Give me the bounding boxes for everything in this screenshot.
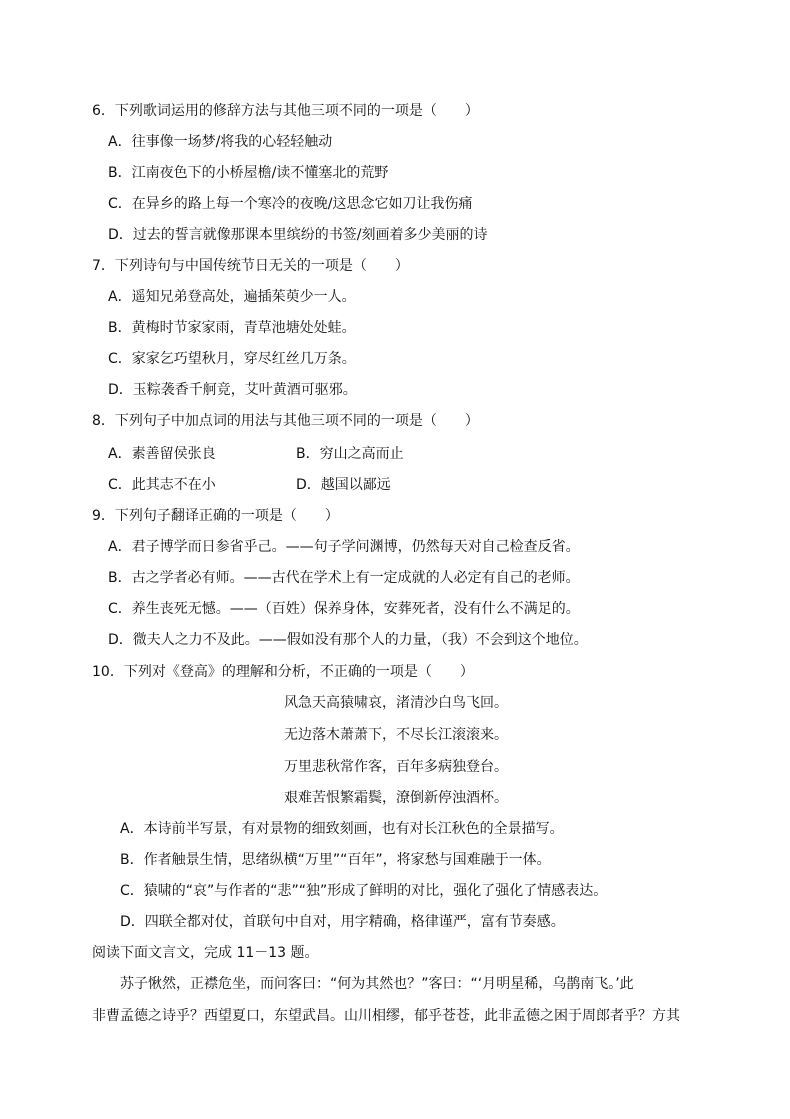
question-6-option-a: A．往事像一场梦/将我的心轻轻触动 — [108, 134, 333, 150]
question-6-option-d: D．过去的誓言就像那课本里缤纷的书签/刻画着多少美丽的诗 — [108, 227, 488, 243]
question-6-stem: 6．下列歌词运用的修辞方法与其他三项不同的一项是（ ） — [92, 103, 479, 119]
question-10-option-d: D．四联全都对仗，首联句中自对，用字精确，格律谨严，富有节奏感。 — [120, 914, 565, 930]
question-8-option-a: A．素善留侯张良 — [108, 446, 216, 462]
question-10-option-a: A．本诗前半写景，有对景物的细致刻画，也有对长江秋色的全景描写。 — [120, 821, 564, 837]
poem-line-2: 无边落木萧萧下，不尽长江滚滚来。 — [284, 727, 508, 743]
question-10-option-b: B．作者触景生情，思绪纵横“万里”“百年”，将家愁与国难融于一体。 — [120, 852, 551, 868]
question-10-option-c: C．猿啸的“哀”与作者的“悲”“独”形成了鲜明的对比，强化了强化了情感表达。 — [120, 883, 608, 899]
reading-intro: 阅读下面文言文，完成 11－13 题。 — [92, 945, 319, 961]
question-7-option-c: C．家家乞巧望秋月，穿尽红丝几万条。 — [108, 351, 356, 367]
question-9-stem: 9．下列句子翻译正确的一项是（ ） — [92, 508, 339, 524]
passage-line-1 — [92, 974, 702, 994]
question-10-stem: 10．下列对《登高》的理解和分析，不正确的一项是（ ） — [92, 664, 474, 680]
question-9-option-a: A．君子博学而日参省乎己。——句子学问渊博，仍然每天对自己检查反省。 — [108, 539, 580, 555]
poem-line-1: 风急天高猿啸哀，渚清沙白鸟飞回。 — [284, 695, 508, 711]
question-8-option-b: B．穷山之高而止 — [296, 446, 404, 462]
question-6-option-c: C．在异乡的路上每一个寒冷的夜晚/这思念它如刀让我伤痛 — [108, 196, 473, 212]
question-8-option-c: C．此其志不在小 — [108, 477, 216, 493]
question-9-option-b: B．古之学者必有师。——古代在学术上有一定成就的人必定有自己的老师。 — [108, 570, 580, 586]
poem-line-3: 万里悲秋常作客，百年多病独登台。 — [284, 759, 508, 775]
passage-line-2: 非曹孟德之诗乎？西望夏口，东望武昌。山川相缪，郁乎苍苍，此非孟德之困于周郎者乎？方其 — [92, 1008, 680, 1024]
question-7-option-a: A．遥知兄弟登高处，遍插茱萸少一人。 — [108, 289, 356, 305]
question-7-stem: 7．下列诗句与中国传统节日无关的一项是（ ） — [92, 258, 409, 274]
question-7-option-d: D．玉粽袭香千舸竞，艾叶黄酒可驱邪。 — [108, 382, 357, 398]
question-9-option-c: C．养生丧死无憾。——（百姓）保养身体，安葬死者，没有什么不满足的。 — [108, 601, 580, 617]
poem-line-4: 艰难苦恨繁霜鬓，潦倒新停浊酒杯。 — [284, 790, 508, 806]
question-8-option-d: D．越国以鄙远 — [296, 477, 391, 493]
question-7-option-b: B．黄梅时节家家雨，青草池塘处处蛙。 — [108, 320, 356, 336]
passage-line-1-text: 苏子愀然，正襟危坐，而问客曰：“何为其然也？”客曰：“‘月明星稀，乌鹊南飞。’此 — [120, 976, 634, 992]
question-8-stem: 8．下列句子中加点词的用法与其他三项不同的一项是（ ） — [92, 413, 479, 429]
question-9-option-d: D．微夫人之力不及此。——假如没有那个人的力量，（我）不会到这个地位。 — [108, 632, 588, 648]
question-6-option-b: B．江南夜色下的小桥屋檐/读不懂塞北的荒野 — [108, 165, 389, 181]
